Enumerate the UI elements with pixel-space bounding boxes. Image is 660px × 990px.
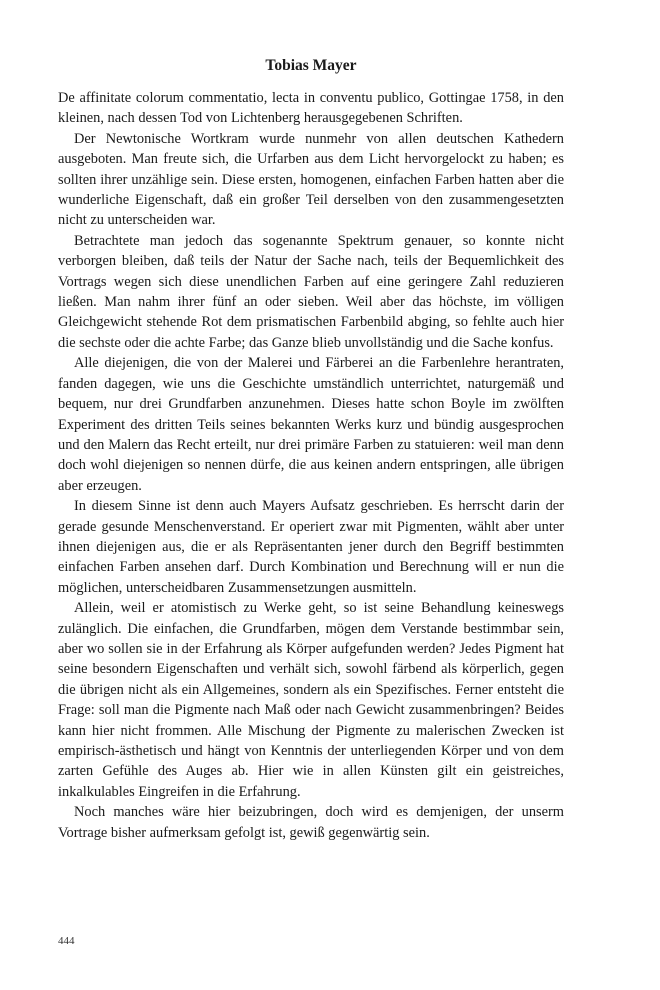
paragraph: Noch manches wäre hier beizubringen, doch wird es demjenigen, der unserm Vortrage bisher aufmerksam gefolgt ist, gewiß gegenwärtig sein. (58, 804, 564, 841)
page-body (58, 56, 564, 843)
paragraph: In diesem Sinne ist denn auch Mayers Aufsatz geschrieben. Es herrscht darin der gerade gesunde Menschenverstand. Er operiert zwar mit Pigmenten, wählt aber unter ihnen diejenigen aus, die er als Repräsentanten jener durch den Begriff bestimmten einfachen Farben ansehen darf. Durch Kombination und Berechnung will er nun die möglichen, unterscheidbaren Zusammensetzungen ausmitteln. (58, 498, 564, 596)
paragraph-bibliography: De affinitate colorum commentatio, lecta in conventu publico, Gottingae 1758, in den kleinen, nach dessen Tod von Lichtenberg herausgegebenen Schriften. (58, 90, 564, 127)
paragraph: Alle diejenigen, die von der Malerei und Färberei an die Farbenlehre herantraten, fanden dagegen, wie uns die Geschichte umständlich unterrichtet, naturgemäß und bequem, nur drei Grundfarben anzunehmen. Dieses hatte schon Boyle im zwölften Experiment des dritten Teils seines bekannten Werks kurz und bündig ausgesprochen und den Malern das Recht erteilt, nur drei primäre Farben zu statuieren: weil man denn doch wohl diejenigen so nennen dürfe, die aus keinen andern entspringen, alle übrigen aber erzeugen. (58, 355, 564, 494)
paragraph: Der Newtonische Wortkram wurde nunmehr von allen deutschen Kathedern ausgeboten. Man freute sich, die Urfarben aus dem Licht hervorgelockt zu haben; es sollten ihrer unzählige sein. Diese ersten, homogenen, einfachen Farben hatten aber die wunderliche Eigenschaft, daß ein großer Teil derselben von den zusammengesetzten nicht zu unterscheiden war. (58, 130, 564, 229)
paragraph: Allein, weil er atomistisch zu Werke geht, so ist seine Behandlung keineswegs zulänglich. Die einfachen, die Grundfarben, mögen dem Verstande bestimmbar sein, aber wo sollen sie in der Erfahrung als Körper aufgefunden werden? Jedes Pigment hat seine besondern Eigenschaften und verhält sich, sowohl färbend als körperlich, gegen die übrigen nicht als ein Allgemeines, sondern als ein Spezifisches. Ferner entsteht die Frage: soll man die Pigmente nach Maß oder nach Gewicht zusammenbringen? Beides kann hier nicht frommen. Alle Mischung der Pigmente zu malerischen Zwecken ist empirisch-ästhetisch und hängt von Kenntnis der unterliegenden Körper und von dem zarten Gefühle des Auges ab. Hier wie in allen Künsten gilt ein geistreiches, inkalkulables Eingreifen in die Erfahrung. (58, 600, 564, 800)
section-heading: Tobias Mayer (265, 57, 357, 74)
paragraph: Betrachtete man jedoch das sogenannte Spektrum genauer, so konnte nicht verborgen bleiben, daß teils der Natur der Sache nach, teils der Bequemlichkeit des Vortrags wegen sich diese unendlichen Farben auf eine geringere Zahl reduzieren ließen. Man nahm ihrer fünf an oder sieben. Weil aber das höchste, im völligen Gleichgewicht stehende Rot dem prismatischen Farbenbild abging, so fehlte auch hier die sechste oder die achte Farbe; das Ganze blieb unvollständig und die Sache konfus. (58, 232, 564, 351)
page-number: 444 (58, 935, 75, 947)
